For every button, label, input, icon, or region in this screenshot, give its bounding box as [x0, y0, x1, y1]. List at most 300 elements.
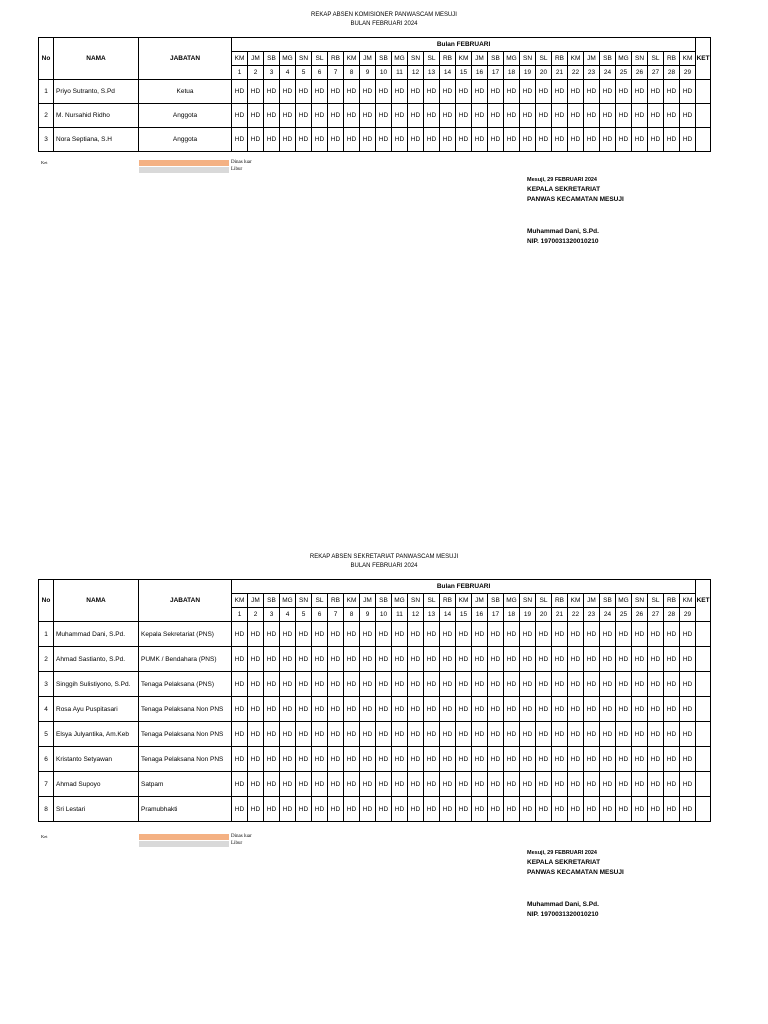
table-row: [39, 622, 711, 647]
row-jabatan: Ketua: [139, 80, 232, 104]
attendance-cell: HD: [520, 672, 536, 697]
date-cell: 28: [664, 608, 680, 622]
date-cell: 3: [264, 608, 280, 622]
day-name-cell: SB: [600, 594, 616, 608]
attendance-cell: HD: [600, 647, 616, 672]
row-jabatan: Tenaga Pelaksana (PNS): [139, 672, 232, 697]
row-no: 3: [39, 128, 54, 152]
header-jabatan: JABATAN: [139, 38, 232, 80]
attendance-cell: HD: [488, 747, 504, 772]
day-name-cell: SL: [424, 52, 440, 66]
attendance-cell: HD: [248, 722, 264, 747]
attendance-cell: HD: [584, 722, 600, 747]
attendance-cell: HD: [344, 697, 360, 722]
attendance-cell: HD: [440, 80, 456, 104]
day-name-cell: SB: [376, 52, 392, 66]
table-row: [39, 722, 711, 747]
date-cell: 15: [456, 66, 472, 80]
attendance-cell: HD: [488, 722, 504, 747]
day-name-cell: RB: [552, 594, 568, 608]
attendance-cell: HD: [344, 647, 360, 672]
date-cell: 17: [488, 66, 504, 80]
day-name-cell: JM: [584, 52, 600, 66]
libur-swatch: [139, 167, 229, 173]
attendance-cell: HD: [248, 128, 264, 152]
attendance-cell: HD: [280, 747, 296, 772]
attendance-cell: HD: [632, 797, 648, 822]
attendance-cell: HD: [536, 672, 552, 697]
header-jabatan: JABATAN: [139, 580, 232, 622]
day-name-cell: MG: [392, 52, 408, 66]
attendance-cell: HD: [296, 672, 312, 697]
row-nama: Sri Lestari: [54, 797, 139, 822]
date-cell: 25: [616, 608, 632, 622]
attendance-cell: HD: [552, 128, 568, 152]
attendance-cell: HD: [520, 647, 536, 672]
day-name-cell: SN: [408, 52, 424, 66]
day-name-cell: KM: [456, 52, 472, 66]
day-name-cell: MG: [616, 52, 632, 66]
attendance-cell: HD: [648, 697, 664, 722]
title-komisioner-line1: REKAP ABSEN KOMISIONER PANWASCAM MESUJI: [311, 12, 457, 18]
attendance-cell: HD: [648, 797, 664, 822]
attendance-cell: HD: [456, 797, 472, 822]
attendance-cell: HD: [568, 647, 584, 672]
row-no: 5: [39, 722, 54, 747]
attendance-cell: HD: [232, 672, 248, 697]
row-nama: Kristanto Setyawan: [54, 747, 139, 772]
attendance-cell: HD: [392, 722, 408, 747]
header-bulan: Bulan FEBRUARI: [232, 38, 696, 52]
attendance-cell: HD: [392, 772, 408, 797]
attendance-cell: HD: [568, 772, 584, 797]
attendance-cell: HD: [600, 672, 616, 697]
attendance-cell: HD: [536, 747, 552, 772]
signature-block-1: [527, 175, 624, 247]
attendance-cell: HD: [264, 747, 280, 772]
attendance-cell: HD: [552, 104, 568, 128]
table-row: [39, 647, 711, 672]
attendance-cell: HD: [408, 672, 424, 697]
day-name-cell: SB: [488, 594, 504, 608]
attendance-cell: HD: [520, 722, 536, 747]
day-name-cell: KM: [456, 594, 472, 608]
attendance-cell: HD: [616, 722, 632, 747]
day-name-cell: JM: [360, 594, 376, 608]
day-name-cell: MG: [280, 52, 296, 66]
day-name-cell: JM: [248, 52, 264, 66]
attendance-cell: HD: [232, 722, 248, 747]
attendance-cell: HD: [680, 722, 696, 747]
attendance-cell: HD: [312, 797, 328, 822]
date-cell: 25: [616, 66, 632, 80]
day-name-cell: SL: [424, 594, 440, 608]
attendance-cell: HD: [392, 672, 408, 697]
row-no: 2: [39, 104, 54, 128]
attendance-cell: HD: [632, 672, 648, 697]
attendance-cell: HD: [264, 672, 280, 697]
attendance-cell: HD: [568, 104, 584, 128]
row-ket: [696, 128, 711, 152]
signature-role-line2: PANWAS KECAMATAN MESUJI: [527, 869, 624, 876]
date-cell: 22: [568, 608, 584, 622]
attendance-cell: HD: [376, 747, 392, 772]
attendance-cell: HD: [408, 697, 424, 722]
attendance-cell: HD: [600, 722, 616, 747]
attendance-cell: HD: [568, 722, 584, 747]
date-cell: 13: [424, 66, 440, 80]
attendance-cell: HD: [424, 672, 440, 697]
attendance-cell: HD: [680, 104, 696, 128]
day-name-cell: MG: [616, 594, 632, 608]
attendance-cell: HD: [392, 622, 408, 647]
attendance-cell: HD: [424, 104, 440, 128]
attendance-cell: HD: [504, 104, 520, 128]
day-name-cell: SN: [296, 52, 312, 66]
attendance-cell: HD: [552, 772, 568, 797]
attendance-cell: HD: [664, 647, 680, 672]
attendance-cell: HD: [488, 697, 504, 722]
attendance-cell: HD: [680, 672, 696, 697]
attendance-cell: HD: [488, 622, 504, 647]
row-jabatan: Anggota: [139, 128, 232, 152]
table-row: [39, 128, 711, 152]
table-row: [39, 797, 711, 822]
row-no: 4: [39, 697, 54, 722]
attendance-cell: HD: [248, 697, 264, 722]
row-jabatan: Tenaga Pelaksana Non PNS: [139, 747, 232, 772]
day-name-cell: KM: [568, 52, 584, 66]
attendance-cell: HD: [328, 672, 344, 697]
date-cell: 22: [568, 66, 584, 80]
day-name-cell: SL: [312, 594, 328, 608]
attendance-cell: HD: [472, 697, 488, 722]
attendance-cell: HD: [584, 622, 600, 647]
attendance-cell: HD: [488, 772, 504, 797]
attendance-cell: HD: [520, 622, 536, 647]
attendance-cell: HD: [344, 722, 360, 747]
signature-nip: NIP. 1970031320010210: [527, 238, 599, 245]
attendance-cell: HD: [392, 80, 408, 104]
attendance-cell: HD: [440, 647, 456, 672]
dinas-luar-label: Dinas luar: [231, 834, 252, 839]
attendance-cell: HD: [328, 697, 344, 722]
attendance-cell: HD: [616, 772, 632, 797]
attendance-cell: HD: [360, 697, 376, 722]
attendance-cell: HD: [648, 772, 664, 797]
attendance-cell: HD: [536, 647, 552, 672]
attendance-cell: HD: [344, 104, 360, 128]
attendance-cell: HD: [584, 672, 600, 697]
attendance-cell: HD: [440, 697, 456, 722]
attendance-cell: HD: [472, 747, 488, 772]
attendance-cell: HD: [584, 797, 600, 822]
attendance-cell: HD: [280, 672, 296, 697]
signature-place-date: Mesuji, 29 FEBRUARI 2024: [527, 850, 597, 856]
date-cell: 19: [520, 66, 536, 80]
attendance-cell: HD: [504, 128, 520, 152]
row-ket: [696, 772, 711, 797]
attendance-cell: HD: [264, 80, 280, 104]
attendance-cell: HD: [360, 672, 376, 697]
row-no: 1: [39, 80, 54, 104]
row-nama: Muhammad Dani, S.Pd.: [54, 622, 139, 647]
date-cell: 8: [344, 66, 360, 80]
attendance-cell: HD: [280, 80, 296, 104]
attendance-cell: HD: [248, 772, 264, 797]
attendance-cell: HD: [408, 797, 424, 822]
day-name-cell: SN: [520, 52, 536, 66]
attendance-cell: HD: [616, 647, 632, 672]
day-name-cell: RB: [328, 52, 344, 66]
attendance-cell: HD: [408, 747, 424, 772]
attendance-cell: HD: [424, 772, 440, 797]
attendance-cell: HD: [296, 747, 312, 772]
attendance-cell: HD: [504, 697, 520, 722]
date-cell: 4: [280, 66, 296, 80]
attendance-cell: HD: [344, 772, 360, 797]
attendance-cell: HD: [488, 80, 504, 104]
attendance-cell: HD: [472, 104, 488, 128]
attendance-cell: HD: [536, 104, 552, 128]
attendance-cell: HD: [648, 104, 664, 128]
rekap-komisioner-table: [38, 37, 711, 152]
attendance-cell: HD: [424, 797, 440, 822]
attendance-cell: HD: [328, 772, 344, 797]
row-no: 6: [39, 747, 54, 772]
attendance-cell: HD: [312, 622, 328, 647]
attendance-cell: HD: [440, 722, 456, 747]
attendance-cell: HD: [344, 797, 360, 822]
attendance-cell: HD: [568, 128, 584, 152]
attendance-cell: HD: [680, 797, 696, 822]
attendance-cell: HD: [488, 797, 504, 822]
date-cell: 24: [600, 66, 616, 80]
attendance-cell: HD: [328, 747, 344, 772]
attendance-cell: HD: [456, 647, 472, 672]
attendance-cell: HD: [552, 672, 568, 697]
attendance-cell: HD: [648, 647, 664, 672]
attendance-cell: HD: [584, 697, 600, 722]
attendance-cell: HD: [280, 647, 296, 672]
attendance-cell: HD: [520, 128, 536, 152]
attendance-cell: HD: [232, 622, 248, 647]
row-jabatan: Kepala Sekretariat (PNS): [139, 622, 232, 647]
row-nama: Nora Septiana, S.H: [54, 128, 139, 152]
attendance-cell: HD: [456, 80, 472, 104]
attendance-cell: HD: [264, 647, 280, 672]
attendance-cell: HD: [664, 722, 680, 747]
libur-swatch: [139, 841, 229, 847]
day-name-cell: KM: [232, 52, 248, 66]
attendance-cell: HD: [440, 128, 456, 152]
date-cell: 1: [232, 608, 248, 622]
header-no: No: [39, 580, 54, 622]
attendance-cell: HD: [280, 722, 296, 747]
day-name-cell: KM: [232, 594, 248, 608]
date-cell: 20: [536, 66, 552, 80]
attendance-cell: HD: [648, 80, 664, 104]
attendance-cell: HD: [408, 722, 424, 747]
dinas-luar-swatch: [139, 160, 229, 166]
attendance-cell: HD: [568, 672, 584, 697]
attendance-cell: HD: [296, 772, 312, 797]
attendance-cell: HD: [552, 80, 568, 104]
attendance-cell: HD: [376, 772, 392, 797]
attendance-cell: HD: [424, 128, 440, 152]
table-row: [39, 747, 711, 772]
attendance-cell: HD: [456, 128, 472, 152]
row-nama: M. Nursahid Ridho: [54, 104, 139, 128]
day-name-cell: KM: [680, 52, 696, 66]
attendance-cell: HD: [248, 104, 264, 128]
attendance-cell: HD: [264, 128, 280, 152]
day-name-cell: JM: [584, 594, 600, 608]
day-name-cell: SN: [632, 52, 648, 66]
attendance-cell: HD: [456, 722, 472, 747]
date-cell: 7: [328, 66, 344, 80]
attendance-cell: HD: [440, 797, 456, 822]
attendance-cell: HD: [536, 772, 552, 797]
signature-block-2: [527, 848, 624, 920]
date-cell: 23: [584, 608, 600, 622]
attendance-cell: HD: [232, 80, 248, 104]
attendance-cell: HD: [680, 647, 696, 672]
date-cell: 27: [648, 608, 664, 622]
attendance-cell: HD: [536, 622, 552, 647]
day-name-cell: SB: [264, 52, 280, 66]
attendance-cell: HD: [600, 104, 616, 128]
table-row: [39, 80, 711, 104]
attendance-cell: HD: [424, 647, 440, 672]
attendance-cell: HD: [360, 722, 376, 747]
attendance-cell: HD: [296, 697, 312, 722]
attendance-cell: HD: [328, 722, 344, 747]
date-cell: 2: [248, 608, 264, 622]
attendance-cell: HD: [360, 797, 376, 822]
attendance-cell: HD: [504, 722, 520, 747]
attendance-cell: HD: [232, 772, 248, 797]
day-name-cell: SL: [648, 52, 664, 66]
attendance-cell: HD: [328, 104, 344, 128]
attendance-cell: HD: [232, 797, 248, 822]
attendance-cell: HD: [680, 772, 696, 797]
attendance-cell: HD: [664, 772, 680, 797]
attendance-cell: HD: [632, 647, 648, 672]
attendance-cell: HD: [280, 697, 296, 722]
row-ket: [696, 797, 711, 822]
date-cell: 5: [296, 608, 312, 622]
attendance-cell: HD: [648, 747, 664, 772]
attendance-cell: HD: [616, 80, 632, 104]
attendance-cell: HD: [536, 80, 552, 104]
attendance-cell: HD: [664, 622, 680, 647]
attendance-cell: HD: [568, 80, 584, 104]
attendance-cell: HD: [408, 772, 424, 797]
day-name-cell: KM: [344, 52, 360, 66]
attendance-cell: HD: [376, 104, 392, 128]
row-nama: Elsya Julyantika, Am.Keb: [54, 722, 139, 747]
attendance-cell: HD: [600, 697, 616, 722]
attendance-cell: HD: [648, 128, 664, 152]
row-no: 1: [39, 622, 54, 647]
attendance-cell: HD: [600, 772, 616, 797]
day-name-cell: MG: [504, 52, 520, 66]
attendance-cell: HD: [536, 722, 552, 747]
row-nama: Ahmad Supoyo: [54, 772, 139, 797]
row-nama: Singgih Sulistiyono, S.Pd.: [54, 672, 139, 697]
attendance-cell: HD: [232, 128, 248, 152]
day-name-cell: KM: [344, 594, 360, 608]
legend-ket-label: Ket: [41, 160, 48, 165]
attendance-cell: HD: [376, 647, 392, 672]
attendance-cell: HD: [600, 747, 616, 772]
day-name-cell: SN: [632, 594, 648, 608]
attendance-cell: HD: [616, 128, 632, 152]
attendance-cell: HD: [632, 772, 648, 797]
attendance-cell: HD: [632, 622, 648, 647]
attendance-cell: HD: [248, 622, 264, 647]
attendance-cell: HD: [664, 80, 680, 104]
attendance-cell: HD: [584, 647, 600, 672]
signature-role-line2: PANWAS KECAMATAN MESUJI: [527, 196, 624, 203]
attendance-cell: HD: [264, 772, 280, 797]
attendance-cell: HD: [472, 622, 488, 647]
attendance-cell: HD: [392, 797, 408, 822]
day-name-cell: SB: [488, 52, 504, 66]
title-sekretariat-line1: REKAP ABSEN SEKRETARIAT PANWASCAM MESUJI: [309, 554, 459, 560]
attendance-cell: HD: [424, 722, 440, 747]
date-cell: 1: [232, 66, 248, 80]
attendance-cell: HD: [616, 747, 632, 772]
row-ket: [696, 722, 711, 747]
attendance-cell: HD: [536, 697, 552, 722]
attendance-cell: HD: [280, 104, 296, 128]
attendance-cell: HD: [376, 722, 392, 747]
row-nama: Priyo Sutranto, S.Pd: [54, 80, 139, 104]
attendance-cell: HD: [536, 128, 552, 152]
table-row: [39, 672, 711, 697]
libur-label: Libur: [231, 167, 243, 172]
day-name-cell: SL: [648, 594, 664, 608]
date-cell: 29: [680, 608, 696, 622]
date-cell: 3: [264, 66, 280, 80]
attendance-cell: HD: [392, 697, 408, 722]
row-ket: [696, 747, 711, 772]
attendance-cell: HD: [680, 747, 696, 772]
attendance-cell: HD: [440, 747, 456, 772]
attendance-cell: HD: [392, 104, 408, 128]
attendance-cell: HD: [440, 772, 456, 797]
date-cell: 12: [408, 66, 424, 80]
attendance-cell: HD: [296, 128, 312, 152]
day-name-cell: SN: [296, 594, 312, 608]
attendance-cell: HD: [424, 697, 440, 722]
header-bulan: Bulan FEBRUARI: [232, 580, 696, 594]
attendance-cell: HD: [248, 747, 264, 772]
attendance-cell: HD: [520, 747, 536, 772]
row-ket: [696, 672, 711, 697]
attendance-cell: HD: [296, 797, 312, 822]
rekap-sekretariat-table: [38, 579, 711, 822]
attendance-cell: HD: [344, 80, 360, 104]
row-nama: Ahmad Sastianto, S.Pd.: [54, 647, 139, 672]
attendance-cell: HD: [264, 104, 280, 128]
attendance-cell: HD: [552, 797, 568, 822]
date-cell: 17: [488, 608, 504, 622]
attendance-cell: HD: [312, 647, 328, 672]
title-sekretariat: [0, 553, 768, 571]
